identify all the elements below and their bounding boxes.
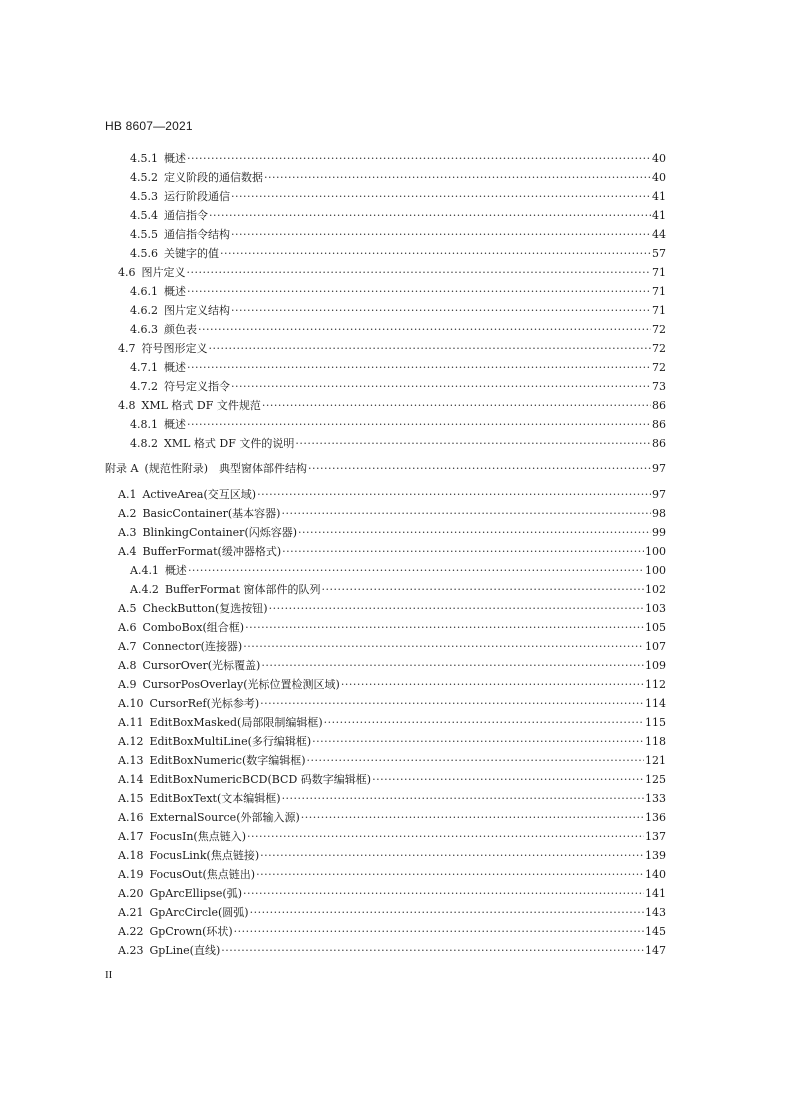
toc-entry[interactable] xyxy=(118,506,666,522)
toc-entry[interactable] xyxy=(130,417,666,433)
toc-entry-title: (规范性附录) 典型窗体部件结构 xyxy=(144,462,308,475)
toc-entry-title: 图片定义结构 xyxy=(164,304,230,317)
toc-entry-page: 145 xyxy=(645,925,666,938)
toc-entry-title: 概述 xyxy=(164,285,186,298)
toc-entry-title: FocusLink(焦点链接) xyxy=(149,849,260,862)
toc-entry-page: 121 xyxy=(645,754,666,767)
toc-entry-title: EditBoxMultiLine(多行编辑框) xyxy=(149,735,312,748)
toc-dot-leader xyxy=(245,620,644,636)
toc-entry[interactable] xyxy=(130,360,666,376)
toc-entry[interactable] xyxy=(118,905,666,921)
toc-dot-leader xyxy=(281,506,651,522)
toc-entry-number: A.16 xyxy=(118,811,144,824)
toc-entry-title: 概述 xyxy=(164,361,186,374)
toc-entry-number: 附录 A xyxy=(105,462,139,475)
toc-entry-number: A.23 xyxy=(118,944,144,957)
toc-dot-leader xyxy=(234,924,644,940)
toc-entry-title: 图片定义 xyxy=(141,266,186,279)
toc-entry[interactable] xyxy=(130,246,666,262)
toc-entry[interactable] xyxy=(118,715,666,731)
toc-entry-page: 105 xyxy=(645,621,666,634)
toc-entry-number: 4.6.1 xyxy=(130,285,158,298)
toc-entry[interactable] xyxy=(130,189,666,205)
toc-entry-title: EditBoxNumericBCD(BCD 码数字编辑框) xyxy=(149,773,372,786)
toc-entry-number: 4.5.2 xyxy=(130,171,158,184)
toc-dot-leader xyxy=(188,563,644,579)
toc-entry-title: 概述 xyxy=(164,152,186,165)
toc-entry-page: 140 xyxy=(645,868,666,881)
toc-entry[interactable] xyxy=(118,829,666,845)
toc-dot-leader xyxy=(209,341,652,357)
toc-entry-title: GpLine(直线) xyxy=(149,944,221,957)
toc-entry-number: 4.5.5 xyxy=(130,228,158,241)
toc-entry-page: 40 xyxy=(652,152,666,165)
toc-entry-page: 136 xyxy=(645,811,666,824)
toc-entry-title: GpCrown(环状) xyxy=(149,925,233,938)
toc-entry-page: 143 xyxy=(645,906,666,919)
toc-dot-leader xyxy=(264,170,651,186)
toc-dot-leader xyxy=(307,753,644,769)
toc-entry-page: 107 xyxy=(645,640,666,653)
toc-entry[interactable] xyxy=(130,303,666,319)
toc-entry-page: 86 xyxy=(652,437,666,450)
toc-entry-page: 86 xyxy=(652,418,666,431)
toc-dot-leader xyxy=(198,322,651,338)
toc-dot-leader xyxy=(231,303,651,319)
toc-dot-leader xyxy=(269,601,644,617)
toc-entry-number: A.5 xyxy=(118,602,137,615)
toc-entry-number: A.6 xyxy=(118,621,137,634)
toc-entry-page: 102 xyxy=(645,583,666,596)
toc-entry-page: 44 xyxy=(652,228,666,241)
toc-entry[interactable] xyxy=(118,791,666,807)
toc-dot-leader xyxy=(260,848,644,864)
toc-entry[interactable] xyxy=(130,582,666,598)
toc-dot-leader xyxy=(209,208,651,224)
toc-entry-page: 100 xyxy=(645,545,666,558)
toc-entry-title: ActiveArea(交互区域) xyxy=(142,488,257,501)
toc-entry-page: 72 xyxy=(652,342,666,355)
toc-entry-title: CursorRef(光标参考) xyxy=(149,697,260,710)
toc-dot-leader xyxy=(256,867,644,883)
toc-dot-leader xyxy=(324,715,644,731)
toc-dot-leader xyxy=(298,525,651,541)
toc-dot-leader xyxy=(187,284,651,300)
toc-entry[interactable] xyxy=(118,867,666,883)
toc-entry[interactable] xyxy=(118,886,666,902)
toc-entry[interactable] xyxy=(118,696,666,712)
toc-entry-page: 40 xyxy=(652,171,666,184)
toc-entry[interactable] xyxy=(130,170,666,186)
toc-entry[interactable] xyxy=(118,487,666,503)
toc-entry-title: XML 格式 DF 文件规范 xyxy=(141,399,261,412)
toc-entry[interactable] xyxy=(118,658,666,674)
toc-dot-leader xyxy=(220,246,651,262)
toc-entry[interactable] xyxy=(130,379,666,395)
document-code: HB 8607—2021 xyxy=(105,119,193,133)
toc-entry-title: GpArcEllipse(弧) xyxy=(149,887,242,900)
toc-entry-page: 72 xyxy=(652,361,666,374)
toc-dot-leader xyxy=(187,265,652,281)
toc-dot-leader xyxy=(187,417,651,433)
toc-entry-page: 41 xyxy=(652,190,666,203)
toc-entry-page: 118 xyxy=(645,735,666,748)
toc-dot-leader xyxy=(295,436,651,452)
toc-entry-title: ExternalSource(外部输入源) xyxy=(149,811,300,824)
toc-entry[interactable] xyxy=(118,601,666,617)
toc-entry-number: A.2 xyxy=(118,507,137,520)
toc-entry-page: 99 xyxy=(652,526,666,539)
toc-dot-leader xyxy=(261,658,644,674)
toc-entry-page: 73 xyxy=(652,380,666,393)
toc-entry-title: 通信指令 xyxy=(164,209,208,222)
toc-dot-leader xyxy=(231,189,651,205)
toc-entry-page: 112 xyxy=(645,678,666,691)
toc-entry-title: EditBoxText(文本编辑框) xyxy=(149,792,281,805)
toc-entry-page: 71 xyxy=(652,266,666,279)
toc-entry-title: EditBoxMasked(局部限制编辑框) xyxy=(149,716,323,729)
toc-entry-page: 133 xyxy=(645,792,666,805)
toc-entry[interactable] xyxy=(118,772,666,788)
toc-entry-number: 4.8 xyxy=(118,399,136,412)
toc-dot-leader xyxy=(243,639,644,655)
toc-entry-title: 符号定义指令 xyxy=(164,380,230,393)
toc-entry-number: A.18 xyxy=(118,849,144,862)
toc-entry-page: 115 xyxy=(645,716,666,729)
toc-entry-page: 141 xyxy=(645,887,666,900)
toc-entry[interactable] xyxy=(118,544,666,560)
toc-entry[interactable] xyxy=(130,284,666,300)
toc-entry-title: 概述 xyxy=(164,418,186,431)
toc-entry[interactable] xyxy=(118,753,666,769)
toc-entry-page: 100 xyxy=(645,564,666,577)
toc-entry[interactable] xyxy=(118,639,666,655)
toc-dot-leader xyxy=(282,791,644,807)
toc-entry-number: A.19 xyxy=(118,868,144,881)
toc-entry-title: CursorOver(光标覆盖) xyxy=(142,659,261,672)
toc-entry-title: Connector(连接器) xyxy=(142,640,243,653)
toc-entry-number: A.20 xyxy=(118,887,144,900)
toc-dot-leader xyxy=(301,810,644,826)
toc-dot-leader xyxy=(372,772,644,788)
toc-entry[interactable] xyxy=(118,341,666,357)
toc-entry-page: 125 xyxy=(645,773,666,786)
toc-dot-leader xyxy=(231,379,651,395)
toc-entry-number: A.8 xyxy=(118,659,137,672)
toc-entry-title: 概述 xyxy=(164,564,187,577)
toc-entry-number: 4.5.6 xyxy=(130,247,158,260)
toc-entry-number: 4.8.2 xyxy=(130,437,158,450)
toc-entry-number: 4.6 xyxy=(118,266,136,279)
toc-entry-number: 4.7 xyxy=(118,342,136,355)
toc-entry[interactable] xyxy=(118,810,666,826)
toc-entry-title: 运行阶段通信 xyxy=(164,190,230,203)
toc-entry-page: 147 xyxy=(645,944,666,957)
toc-entry-title: FocusIn(焦点链入) xyxy=(149,830,246,843)
toc-entry-page: 41 xyxy=(652,209,666,222)
toc-entry[interactable] xyxy=(105,461,666,477)
toc-entry-number: A.3 xyxy=(118,526,137,539)
toc-entry-title: BufferFormat 窗体部件的队列 xyxy=(164,583,321,596)
toc-entry-number: 4.7.1 xyxy=(130,361,158,374)
toc-entry-number: 4.6.3 xyxy=(130,323,158,336)
toc-entry-title: GpArcCircle(圆弧) xyxy=(149,906,249,919)
toc-dot-leader xyxy=(257,487,651,503)
toc-dot-leader xyxy=(187,151,651,167)
toc-entry-number: A.11 xyxy=(118,716,144,729)
toc-dot-leader xyxy=(231,227,651,243)
toc-entry-number: A.9 xyxy=(118,678,137,691)
toc-entry[interactable] xyxy=(118,734,666,750)
toc-dot-leader xyxy=(341,677,644,693)
toc-entry-number: A.4.2 xyxy=(130,583,159,596)
toc-entry-number: 4.7.2 xyxy=(130,380,158,393)
toc-entry-page: 97 xyxy=(652,462,666,475)
toc-dot-leader xyxy=(187,360,651,376)
toc-entry-number: A.21 xyxy=(118,906,144,919)
toc-entry[interactable] xyxy=(130,563,666,579)
toc-entry-page: 71 xyxy=(652,304,666,317)
toc-dot-leader xyxy=(262,398,651,414)
toc-entry-title: 通信指令结构 xyxy=(164,228,230,241)
toc-dot-leader xyxy=(243,886,644,902)
toc-entry-page: 109 xyxy=(645,659,666,672)
toc-entry-number: 4.6.2 xyxy=(130,304,158,317)
toc-entry[interactable] xyxy=(118,924,666,940)
toc-entry-title: 关键字的值 xyxy=(164,247,219,260)
toc-entry-title: ComboBox(组合框) xyxy=(142,621,245,634)
toc-entry-title: CheckButton(复选按钮) xyxy=(142,602,268,615)
toc-entry[interactable] xyxy=(118,525,666,541)
toc-entry-number: A.10 xyxy=(118,697,144,710)
toc-entry-page: 114 xyxy=(645,697,666,710)
toc-entry[interactable] xyxy=(130,151,666,167)
toc-entry[interactable] xyxy=(118,265,666,281)
page-number: II xyxy=(105,969,113,981)
toc-entry[interactable] xyxy=(130,208,666,224)
toc-entry[interactable] xyxy=(130,227,666,243)
toc-entry-title: BasicContainer(基本容器) xyxy=(142,507,281,520)
toc-entry-page: 71 xyxy=(652,285,666,298)
toc-entry[interactable] xyxy=(118,848,666,864)
toc-dot-leader xyxy=(322,582,644,598)
toc-entry-title: BufferFormat(缓冲器格式) xyxy=(142,545,282,558)
toc-entry-page: 98 xyxy=(652,507,666,520)
toc-dot-leader xyxy=(282,544,644,560)
toc-entry-number: 4.5.1 xyxy=(130,152,158,165)
toc-dot-leader xyxy=(221,943,644,959)
toc-entry-title: 定义阶段的通信数据 xyxy=(164,171,263,184)
toc-dot-leader xyxy=(312,734,644,750)
toc-entry[interactable] xyxy=(118,398,666,414)
toc-entry-page: 72 xyxy=(652,323,666,336)
toc-entry-number: 4.5.4 xyxy=(130,209,158,222)
toc-entry[interactable] xyxy=(130,322,666,338)
toc-entry-number: A.15 xyxy=(118,792,144,805)
toc-entry-page: 97 xyxy=(652,488,666,501)
toc-dot-leader xyxy=(260,696,644,712)
toc-entry-number: 4.8.1 xyxy=(130,418,158,431)
toc-entry-title: 符号图形定义 xyxy=(141,342,208,355)
toc-entry-number: A.17 xyxy=(118,830,144,843)
toc-dot-leader xyxy=(308,461,651,477)
toc-entry-number: A.4.1 xyxy=(130,564,159,577)
toc-entry[interactable] xyxy=(130,436,666,452)
toc-entry-page: 137 xyxy=(645,830,666,843)
toc-entry-title: EditBoxNumeric(数字编辑框) xyxy=(149,754,306,767)
toc-dot-leader xyxy=(250,905,644,921)
toc-dot-leader xyxy=(247,829,644,845)
toc-entry-number: A.1 xyxy=(118,488,137,501)
toc-entry-title: 颜色表 xyxy=(164,323,197,336)
toc-entry-title: XML 格式 DF 文件的说明 xyxy=(164,437,295,450)
toc-entry-number: A.14 xyxy=(118,773,144,786)
toc-entry-number: A.7 xyxy=(118,640,137,653)
toc-entry-page: 139 xyxy=(645,849,666,862)
toc-entry-page: 86 xyxy=(652,399,666,412)
toc-entry[interactable] xyxy=(118,677,666,693)
toc-entry-number: A.22 xyxy=(118,925,144,938)
toc-entry-title: FocusOut(焦点链出) xyxy=(149,868,256,881)
toc-entry-title: CursorPosOverlay(光标位置检测区域) xyxy=(142,678,340,691)
toc-entry-title: BlinkingContainer(闪烁容器) xyxy=(142,526,298,539)
toc-entry-number: A.4 xyxy=(118,545,137,558)
toc-entry-number: A.12 xyxy=(118,735,144,748)
toc-entry-number: A.13 xyxy=(118,754,144,767)
toc-entry-number: 4.5.3 xyxy=(130,190,158,203)
toc-entry[interactable] xyxy=(118,943,666,959)
toc-entry-page: 103 xyxy=(645,602,666,615)
toc-entry-page: 57 xyxy=(652,247,666,260)
toc-entry[interactable] xyxy=(118,620,666,636)
